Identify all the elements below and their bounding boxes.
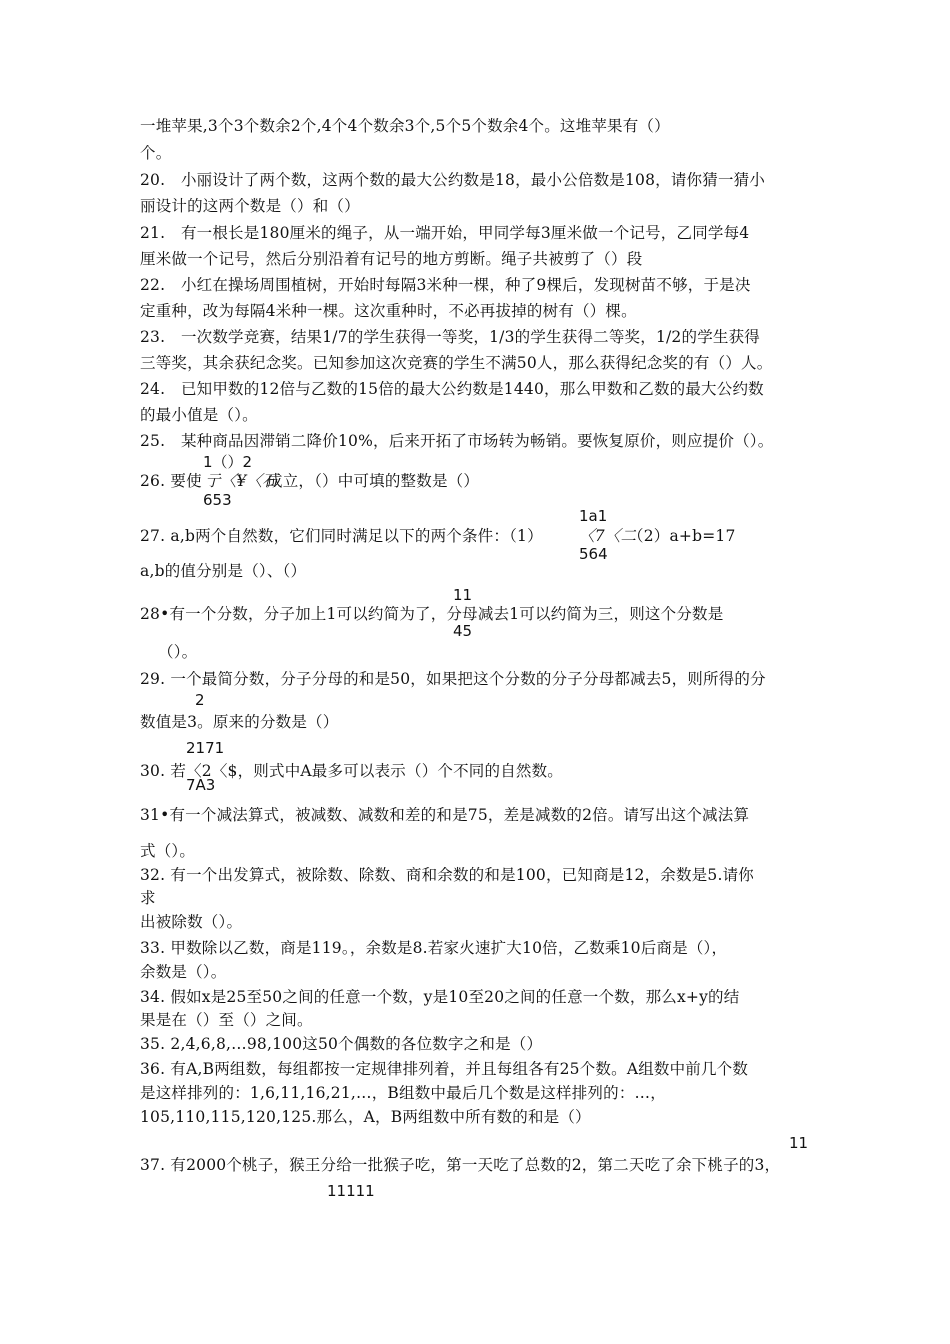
problem-31-line-2: 式（）。 [140, 842, 196, 860]
problem-36-line-1: 36. 有A,B两组数，每组都按一定规律排列着，并且每组各有25个数。A组数中前几个数 [140, 1060, 749, 1078]
problem-22-line-1: 22. 小红在操场周围植树，开始时每隔3米种一棵，种了9棵后，发现树苗不够，于是决 [140, 276, 751, 294]
problem-29-line-1: 29. 一个最简分数，分子分母的和是50，如果把这个分数的分子分母都减去5，则所得的分 [140, 670, 766, 688]
problem-21-line-1: 21. 有一根长是180厘米的绳子，从一端开始，甲同学每3厘米做一个记号，乙同学每4 [140, 224, 750, 242]
problem-34-line-2: 果是在（）至（）之间。 [140, 1011, 313, 1029]
problem-20-line-1: 20. 小丽设计了两个数，这两个数的最大公约数是18，最小公倍数是108，请你猜一猜小 [140, 171, 766, 189]
problem-34-line-1: 34. 假如x是25至50之间的任意一个数，y是10至20之间的任意一个数，那么x+y的结 [140, 988, 740, 1006]
problem-27-suffix: （2）a+b=17 [628, 527, 736, 545]
problem-27-denominators: 564 [579, 545, 608, 563]
problem-23-line-2: 三等奖，其余获纪念奖。已知参加这次竞赛的学生不满50人，那么获得纪念奖的有（）人。 [140, 354, 773, 372]
problem-25: 25. 某种商品因滞销二降价10%，后来开拓了市场转为畅销。要恢复原价，则应提价（）。 [140, 432, 774, 450]
problem-23-line-1: 23. 一次数学竞赛，结果1/7的学生获得一等奖，1/3的学生获得二等奖，1/2的学生获得 [140, 328, 760, 346]
problem-30-numerators: 2171 [186, 739, 225, 757]
problem-29-numerator: 2 [195, 691, 205, 709]
problem-28-denominators: 45 [453, 622, 473, 640]
problem-19-line-2: 个。 [140, 144, 172, 162]
problem-27-numerators: 1a1 [579, 507, 608, 525]
problem-37-numerators: 11 [789, 1134, 809, 1152]
problem-27-inequality: 〈7〈二 [579, 527, 637, 545]
problem-26-prefix: 26. 要使 [140, 472, 202, 490]
problem-37-fraction-digits: 11111 [327, 1182, 375, 1200]
problem-28-numerators: 11 [453, 586, 473, 604]
problem-19-line-1: 一堆苹果,3个3个数余2个,4个4个数余3个,5个5个数余4个。这堆苹果有（） [140, 117, 670, 135]
problem-29-line-2: 数值是3。原来的分数是（） [140, 713, 339, 731]
problem-33-line-1: 33. 甲数除以乙数，商是119。，余数是8.若家火速扩大10倍，乙数乘10后商是（）， [140, 939, 728, 957]
problem-24-line-2: 的最小值是（）。 [140, 406, 258, 424]
problem-26-inequality: 亍〈¥〈石 [205, 472, 278, 490]
problem-32-line-2: 求 [140, 889, 156, 907]
problem-26-suffix: 成立，（）中可填的整数是（） [267, 472, 480, 490]
problem-32-line-1: 32. 有一个出发算式，被除数、除数、商和余数的和是100，已知商是12，余数是5.请你 [140, 866, 754, 884]
problem-22-line-2: 定重种，改为每隔4米种一棵。这次重种时，不必再拔掉的树有（）棵。 [140, 302, 637, 320]
problem-36-line-3: 105,110,115,120,125.那么，A，B两组数中所有数的和是（） [140, 1108, 591, 1126]
problem-27-line-2: a,b的值分别是（）、（） [140, 562, 307, 580]
problem-30-line: 30. 若〈2〈$，则式中A最多可以表示（）个不同的自然数。 [140, 762, 563, 780]
problem-28-line-2: （）。 [158, 643, 198, 661]
problem-33-line-2: 余数是（）。 [140, 963, 227, 981]
problem-31-line-1: 31•有一个减法算式，被减数、减数和差的和是75，差是减数的2倍。请写出这个减法算 [140, 806, 750, 824]
problem-27-prefix: 27. a,b两个自然数，它们同时满足以下的两个条件：（1） [140, 527, 543, 545]
problem-28-line-1: 28•有一个分数，分子加上1可以约简为了，分母减去1可以约简为三，则这个分数是 [140, 605, 724, 623]
problem-24-line-1: 24. 已知甲数的12倍与乙数的15倍的最大公约数是1440，那么甲数和乙数的最大公约数 [140, 380, 764, 398]
problem-20-line-2: 丽设计的这两个数是（）和（） [140, 197, 360, 215]
problem-32-line-3: 出被除数（）。 [140, 913, 243, 931]
problem-26-denominators: 653 [203, 491, 232, 509]
problem-26-numerators: 1（）2 [203, 453, 253, 471]
problem-37-line-1: 37. 有2000个桃子，猴王分给一批猴子吃，第一天吃了总数的2，第二天吃了余下桃子的3， [140, 1156, 781, 1174]
problem-30-denominators: 7A3 [186, 776, 216, 794]
problem-36-line-2: 是这样排列的：1,6,11,16,21,…，B组数中最后几个数是这样排列的：…， [140, 1084, 666, 1102]
problem-21-line-2: 厘米做一个记号，然后分别沿着有记号的地方剪断。绳子共被剪了（）段 [140, 250, 643, 268]
problem-35: 35. 2,4,6,8,…98,100这50个偶数的各位数字之和是（） [140, 1035, 543, 1053]
